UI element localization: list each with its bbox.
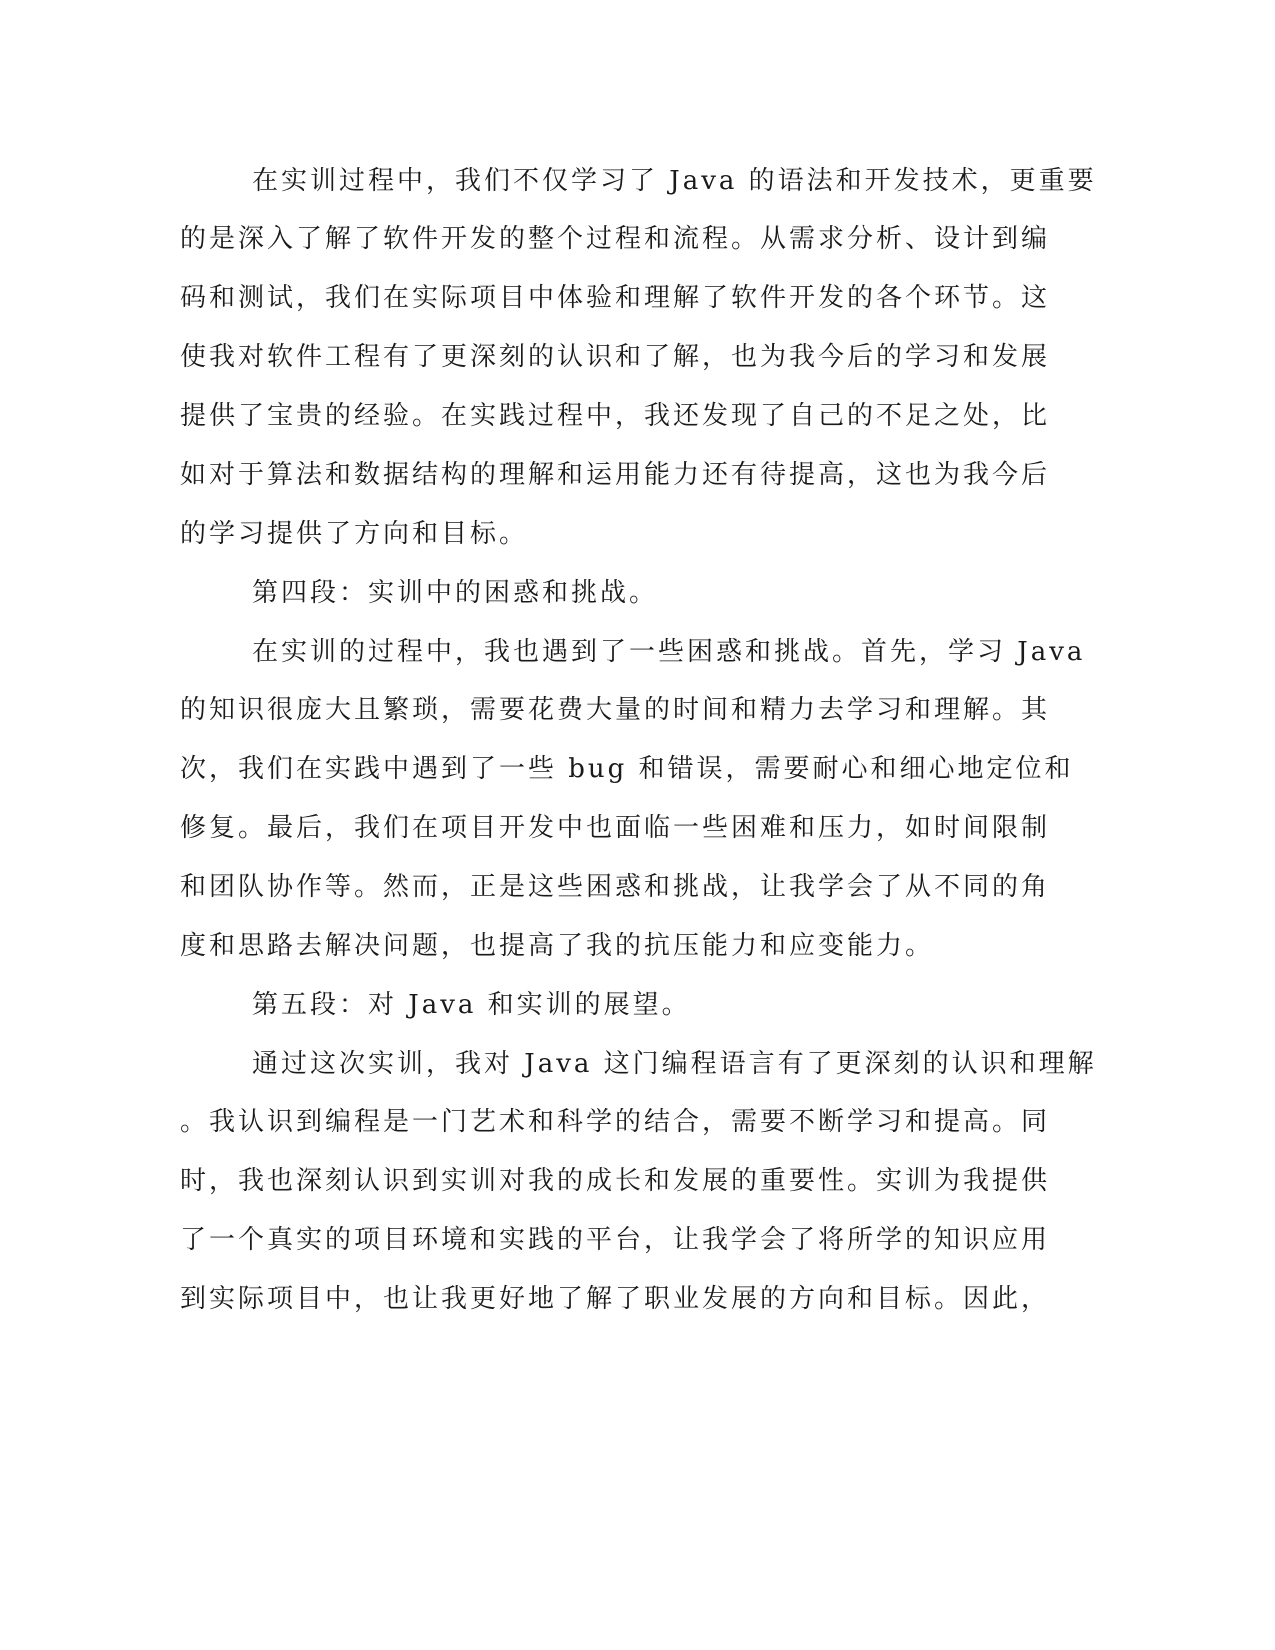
text-line-content: 。我认识到编程是一门艺术和科学的结合，需要不断学习和提高。同 <box>180 1107 1051 1137</box>
text-line <box>0 219 1275 259</box>
text-line <box>0 1044 1275 1084</box>
text-line <box>0 926 1275 966</box>
text-line <box>0 455 1275 495</box>
text-line-content: 的是深入了解了软件开发的整个过程和流程。从需求分析、设计到编 <box>180 224 1051 254</box>
text-line-content: 通过这次实训，我对 Java 这门编程语言有了更深刻的认识和理解 <box>252 1049 1097 1079</box>
text-line <box>0 337 1275 377</box>
text-line-content: 在实训的过程中，我也遇到了一些困惑和挑战。首先，学习 Java <box>252 637 1086 667</box>
text-line-content: 和团队协作等。然而，正是这些困惑和挑战，让我学会了从不同的角 <box>180 872 1051 902</box>
text-line-content: 的学习提供了方向和目标。 <box>180 519 529 549</box>
text-line-content: 修复。最后，我们在项目开发中也面临一些困难和压力，如时间限制 <box>180 813 1051 843</box>
text-line-content: 次，我们在实践中遇到了一些 bug 和错误，需要耐心和细心地定位和 <box>180 754 1074 784</box>
text-line <box>0 396 1275 436</box>
text-line <box>0 1102 1275 1142</box>
text-line <box>0 749 1275 789</box>
text-line-content: 在实训过程中，我们不仅学习了 Java 的语法和开发技术，更重要 <box>252 166 1097 196</box>
text-line <box>0 1161 1275 1201</box>
text-line-content: 如对于算法和数据结构的理解和运用能力还有待提高，这也为我今后 <box>180 460 1051 490</box>
text-line <box>0 867 1275 907</box>
text-line-content: 时，我也深刻认识到实训对我的成长和发展的重要性。实训为我提供 <box>180 1166 1051 1196</box>
text-line <box>0 690 1275 730</box>
text-line <box>0 278 1275 318</box>
text-line-content: 码和测试，我们在实际项目中体验和理解了软件开发的各个环节。这 <box>180 283 1051 313</box>
text-line-content: 了一个真实的项目环境和实践的平台，让我学会了将所学的知识应用 <box>180 1225 1051 1255</box>
text-line <box>0 1220 1275 1260</box>
text-line <box>0 632 1275 672</box>
text-line-content: 提供了宝贵的经验。在实践过程中，我还发现了自己的不足之处，比 <box>180 401 1051 431</box>
section-heading <box>0 985 1275 1025</box>
section-heading <box>0 573 1275 613</box>
text-line <box>0 161 1275 201</box>
text-line <box>0 514 1275 554</box>
text-line-content: 的知识很庞大且繁琐，需要花费大量的时间和精力去学习和理解。其 <box>180 695 1051 725</box>
text-line <box>0 1279 1275 1319</box>
text-line-content: 使我对软件工程有了更深刻的认识和了解，也为我今后的学习和发展 <box>180 342 1051 372</box>
section-heading-text: 第四段：实训中的困惑和挑战。 <box>252 578 659 608</box>
text-line <box>0 808 1275 848</box>
text-line-content: 度和思路去解决问题，也提高了我的抗压能力和应变能力。 <box>180 931 935 961</box>
text-line-content: 到实际项目中，也让我更好地了解了职业发展的方向和目标。因此， <box>180 1284 1051 1314</box>
section-heading-text: 第五段：对 Java 和实训的展望。 <box>252 990 691 1020</box>
